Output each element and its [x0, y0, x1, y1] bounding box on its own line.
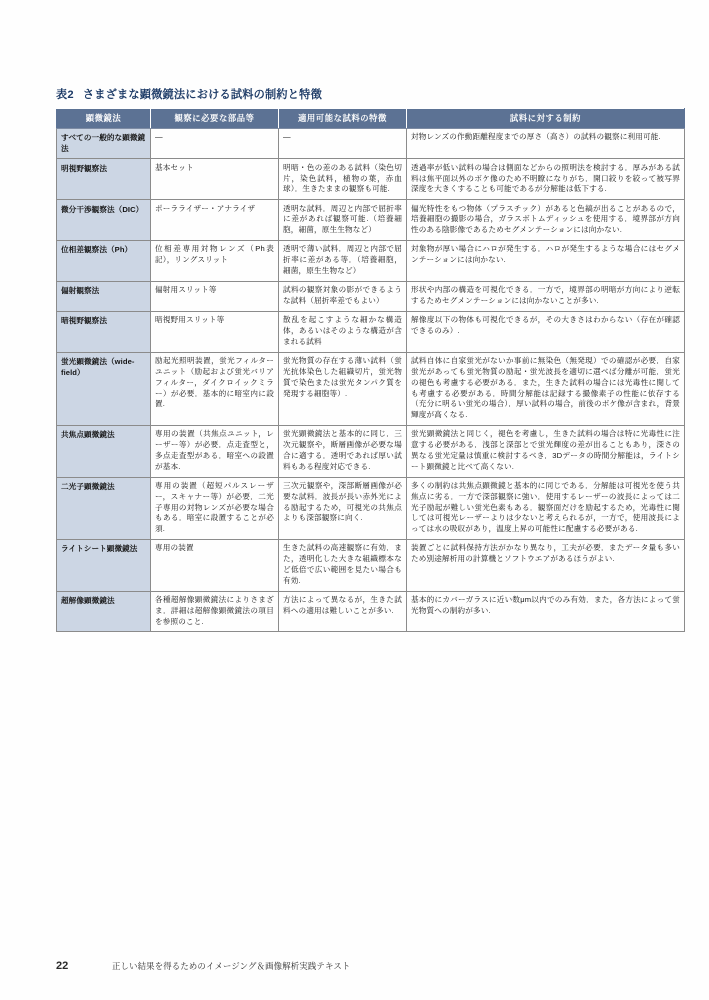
table-row — [57, 200, 685, 241]
table-row — [57, 425, 685, 477]
cell-features: 蛍光物質の存在する薄い試料（蛍光抗体染色した組織切片，蛍光物質で染色または蛍光タンパク質を発現する細胞等）. — [279, 352, 407, 425]
column-header-limits: 試料に対する制約 — [407, 109, 685, 129]
cell-limits: 偏光特性をもつ物体（プラスチック）があると色縞が出ることがあるので，培養細胞の撮影の場合，ガラスボトムディッシュを使用する．境界部が方向性のある陰影像であるためセグメンテーションには向かない. — [407, 200, 685, 241]
column-header-features: 適用可能な試料の特徴 — [279, 109, 407, 129]
book-title: 正しい結果を得るためのイメージング＆画像解析実践テキスト — [112, 961, 351, 971]
cell-limits: 試料自体に自家蛍光がないか事前に無染色（無発現）での確認が必要．自家蛍光があっても蛍光物質の励起・蛍光波長を適切に選べば分離が可能．蛍光の褪色も考慮する必要がある．また，生きた試料の場合には光毒性に関しても考慮する必要がある．時間分解能は記録する撮像素子の性能に依存する（充分に明るい蛍光の場合）．厚い試料の場合，前後のボケ像が含まれ，背景輝度が高くなる. — [407, 352, 685, 425]
cell-parts: 偏射用スリット等 — [151, 281, 279, 311]
cell-features: 散乱を起こすような細かな構造体，あるいはそのような構造が含まれる試料 — [279, 311, 407, 352]
cell-method: 暗視野観察法 — [57, 311, 151, 352]
table-caption — [56, 86, 322, 102]
cell-features: 透明で薄い試料．周辺と内部で屈折率に差がある等．（培養細胞，細菌，原生生物など） — [279, 240, 407, 281]
cell-parts: 基本セット — [151, 159, 279, 200]
cell-features: 蛍光顕微鏡法と基本的に同じ．三次元観察や，断層画像が必要な場合に適する．透明であれば厚い試料もある程度対応できる. — [279, 425, 407, 477]
microscopy-comparison-table — [56, 108, 685, 632]
table-row — [57, 591, 685, 632]
cell-features: 生きた試料の高速観察に有効．また，透明化した大きな組織標本など低倍で広い範囲を見たい場合も有効. — [279, 539, 407, 591]
table-row — [57, 159, 685, 200]
cell-limits: 多くの制約は共焦点顕微鏡と基本的に同じである．分解能は可視光を使う共焦点に劣る．一方で深部観察に強い．使用するレーザーの波長によっては二光子励起が難しい蛍光色素もある．観察面だけを励起するため，光毒性に関しては可視光レーザーよりは少ないと考えられるが，一方で，使用波長によっては水の吸収があり，温度上昇の可能性に配慮する必要がある. — [407, 477, 685, 539]
table-header — [57, 109, 685, 129]
cell-features: 透明な試料．周辺と内部で屈折率に差があれば観察可能.（培養細胞，細菌，原生生物など） — [279, 200, 407, 241]
cell-method: 偏射観察法 — [57, 281, 151, 311]
cell-features: 明暗・色の差のある試料（染色切片，染色試料，植物の葉，赤血球）．生きたままの観察も可能. — [279, 159, 407, 200]
cell-features: 三次元観察や，深部断層画像が必要な試料．波長が長い赤外光による励起するため，可視光の共焦点よりも深部観察に向く. — [279, 477, 407, 539]
table-row — [57, 281, 685, 311]
cell-parts: 暗視野用スリット等 — [151, 311, 279, 352]
cell-method: すべての一般的な顕微鏡法 — [57, 128, 151, 159]
cell-limits: 対象物が厚い場合にハロが発生する．ハロが発生するような場合にはセグメンテーションには向かない. — [407, 240, 685, 281]
cell-limits: 装置ごとに試料保持方法がかなり異なり，工夫が必要．またデータ量も多いため別途解析用の計算機とソフトウエアがあるほうがよい. — [407, 539, 685, 591]
table-label: 表2 — [56, 89, 74, 101]
cell-limits: 形状や内部の構造を可視化できる．一方で，境界部の明暗が方向により逆転するためセグメンテーションには向かないことが多い. — [407, 281, 685, 311]
cell-method: 超解像顕微鏡法 — [57, 591, 151, 632]
page-number: 22 — [56, 960, 69, 972]
table-row — [57, 311, 685, 352]
cell-parts: ― — [151, 128, 279, 159]
page-footer — [56, 960, 350, 972]
cell-limits: 基本的にカバーガラスに近い数μm以内でのみ有効．また，各方法によって蛍光物質への制約が多い. — [407, 591, 685, 632]
cell-features: 試料の観察対象の影ができるような試料（屈折率差でもよい） — [279, 281, 407, 311]
cell-limits: 対物レンズの作動距離程度までの厚さ（高さ）の試料の観察に利用可能. — [407, 128, 685, 159]
cell-parts: 励起光照明装置，蛍光フィルターユニット（励起および蛍光バリアフィルター，ダイクロイックミラー）が必要．基本的に暗室内に設置. — [151, 352, 279, 425]
cell-method: 二光子顕微鏡法 — [57, 477, 151, 539]
cell-method: 共焦点顕微鏡法 — [57, 425, 151, 477]
table-header-row — [57, 109, 685, 129]
cell-limits: 蛍光顕微鏡法と同じく，褪色を考慮し，生きた試料の場合は特に光毒性に注意する必要がある．浅部と深部とで蛍光輝度の差が出ることもあり，深さの異なる蛍光定量は慎重に検討するべき．3Dデータの時間分解能は，ライトシート顕微鏡と比べて高くない. — [407, 425, 685, 477]
table-row — [57, 128, 685, 159]
table-title-text: さまざまな顕微鏡法における試料の制約と特徴 — [82, 89, 322, 101]
cell-parts: 専用の装置（共焦点ユニット，レーザー等）が必要．点走査型と，多点走査型がある．暗室への設置が基本. — [151, 425, 279, 477]
cell-parts: ポーラライザー・アナライザ — [151, 200, 279, 241]
table-row — [57, 352, 685, 425]
cell-method: 明視野観察法 — [57, 159, 151, 200]
table-row — [57, 240, 685, 281]
cell-method: ライトシート顕微鏡法 — [57, 539, 151, 591]
cell-parts: 専用の装置 — [151, 539, 279, 591]
column-header-parts: 観察に必要な部品等 — [151, 109, 279, 129]
cell-parts: 位相差専用対物レンズ（Ph表記），リングスリット — [151, 240, 279, 281]
cell-limits: 解像度以下の物体も可視化できるが，その大きさはわからない（存在が確認できるのみ）. — [407, 311, 685, 352]
cell-parts: 各種超解像顕微鏡法によりさまざま．詳細は超解像顕微鏡法の項目を参照のこと. — [151, 591, 279, 632]
cell-method: 蛍光顕微鏡法（wide-field） — [57, 352, 151, 425]
cell-method: 位相差観察法（Ph） — [57, 240, 151, 281]
cell-limits: 透過率が低い試料の場合は側面などからの照明法を検討する．厚みがある試料は焦平面以外のボケ像のため不明瞭になりがち．開口絞りを絞って被写界深度を大きくすることも可能であるが分解能は低下する. — [407, 159, 685, 200]
cell-parts: 専用の装置（超短パルスレーザー，スキャナー等）が必要．二光子専用の対物レンズが必要な場合もある．暗室に設置することが必須. — [151, 477, 279, 539]
cell-features: 方法によって異なるが，生きた試料への適用は難しいことが多い. — [279, 591, 407, 632]
table-row — [57, 477, 685, 539]
cell-features: ― — [279, 128, 407, 159]
table-body — [57, 128, 685, 632]
cell-method: 微分干渉観察法（DIC） — [57, 200, 151, 241]
table-row — [57, 539, 685, 591]
column-header-method: 顕微鏡法 — [57, 109, 151, 129]
